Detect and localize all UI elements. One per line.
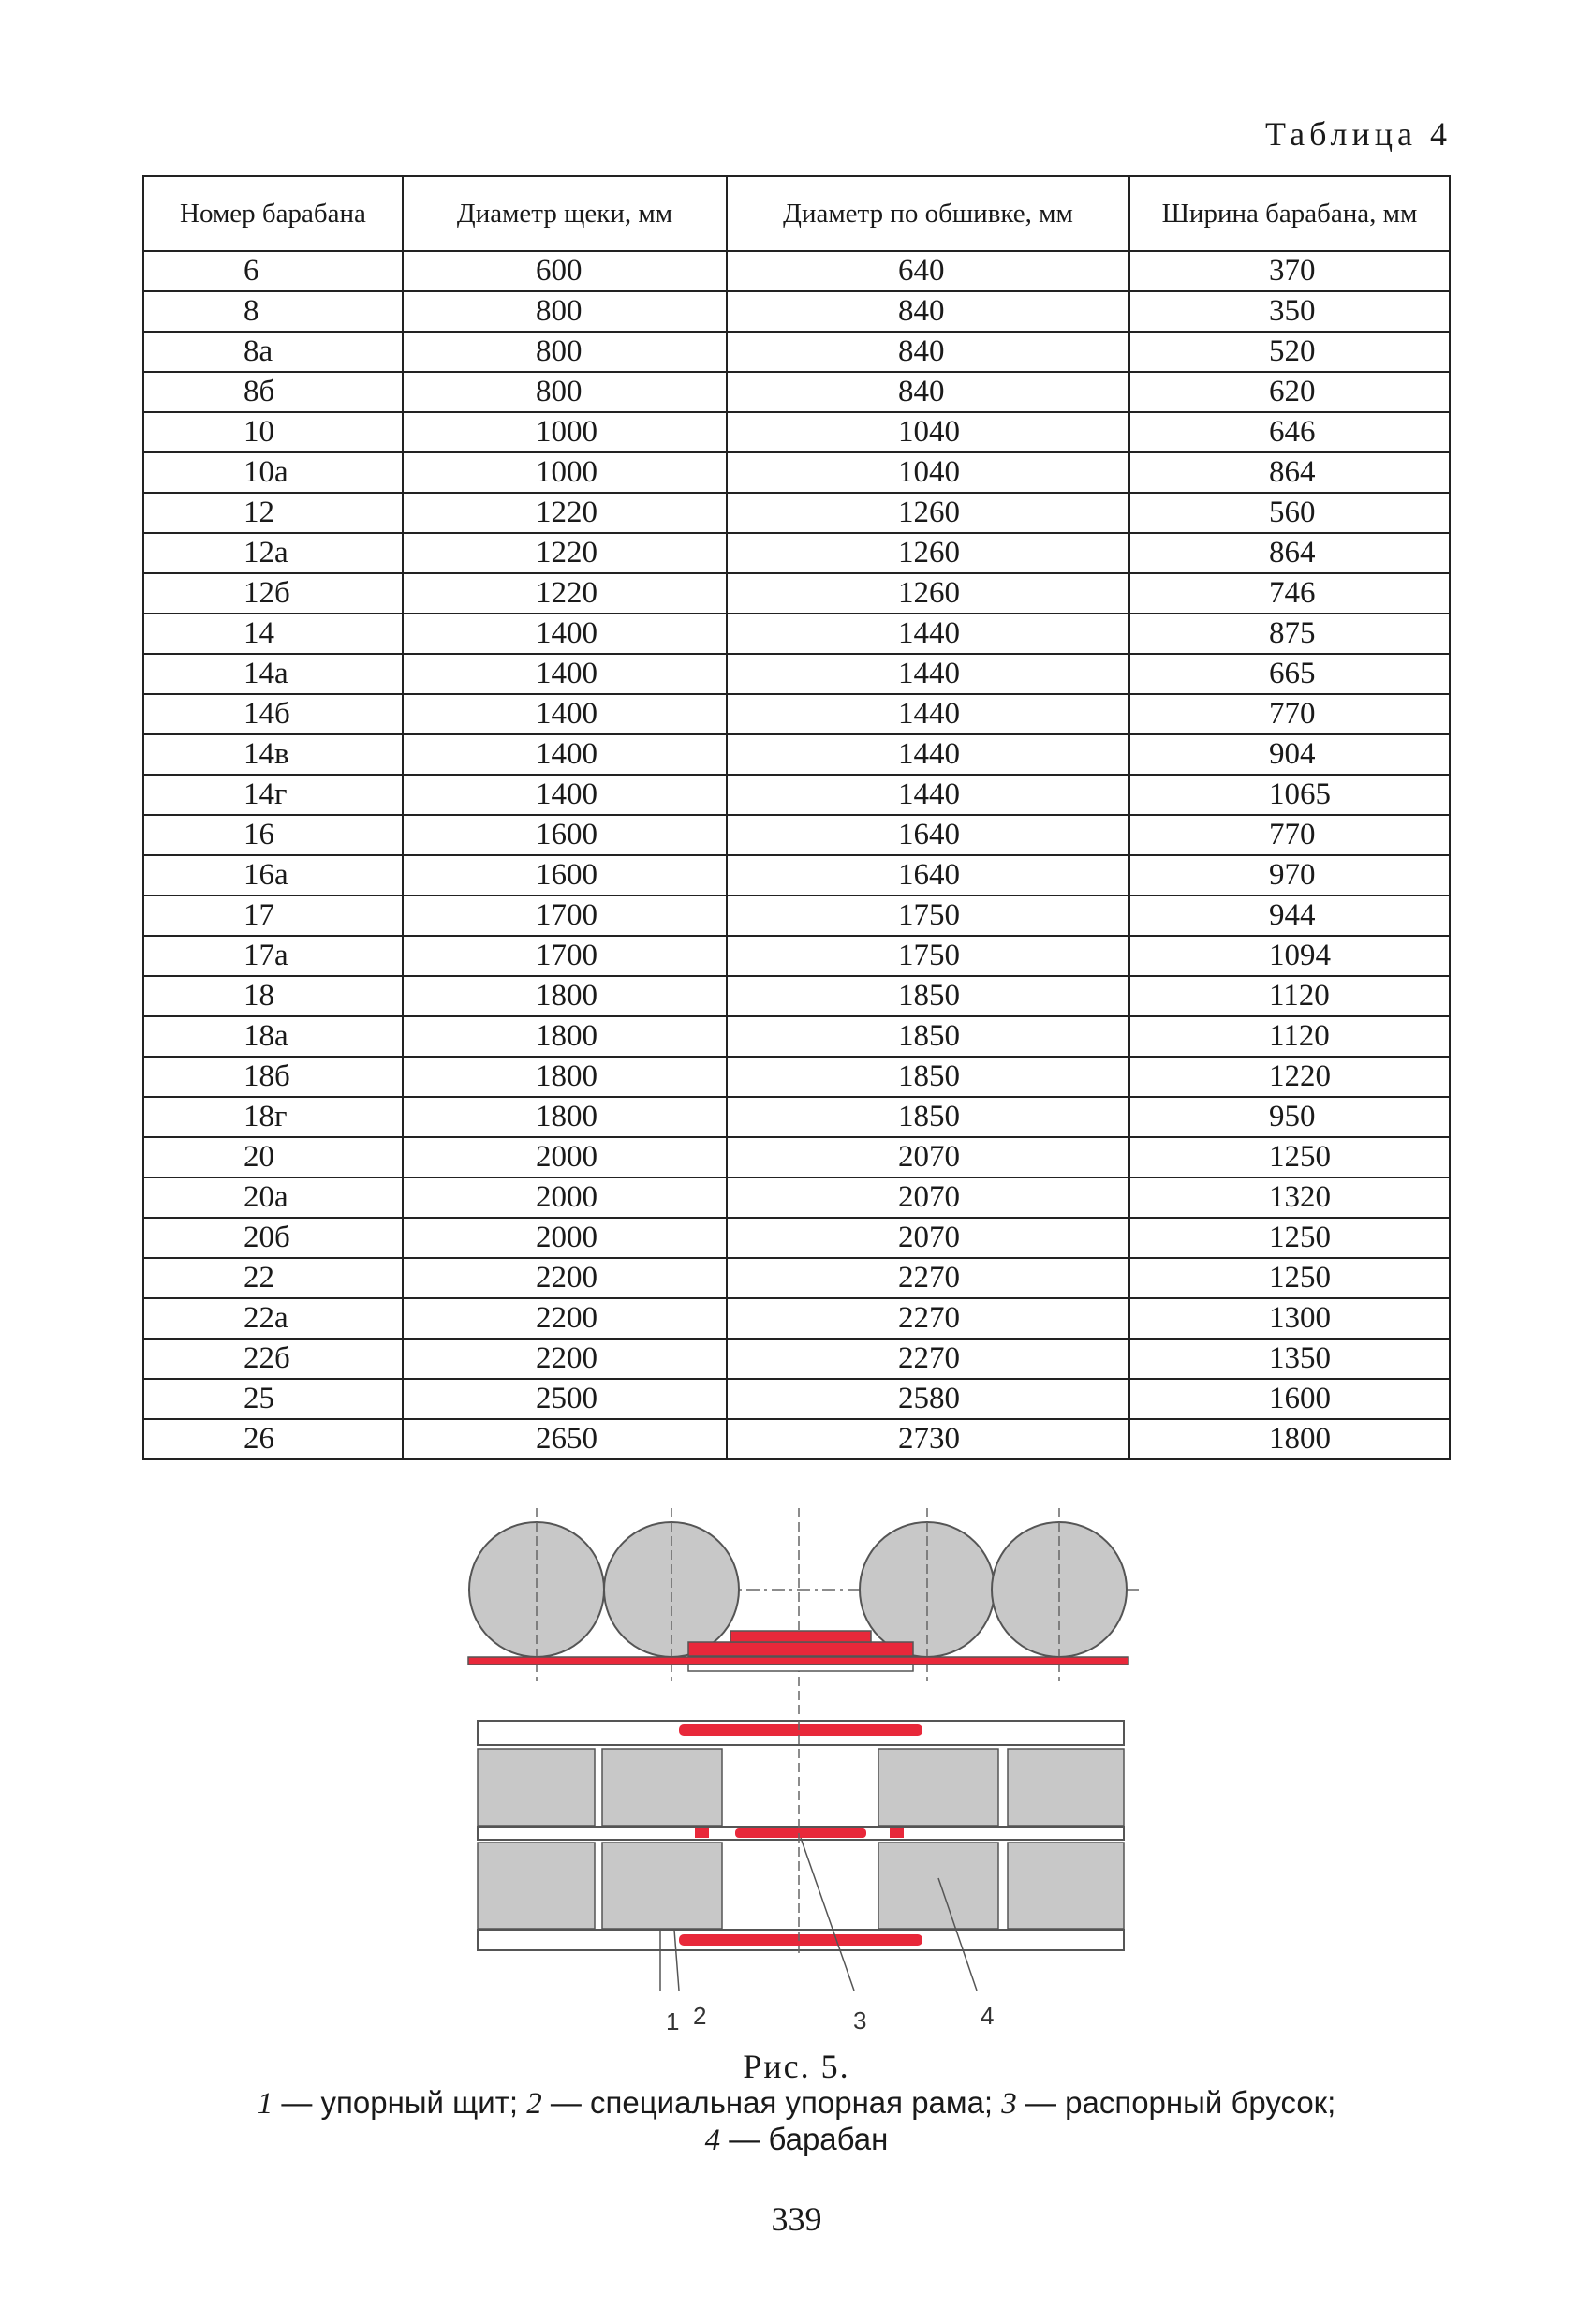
cell-drum-number: 10а	[143, 452, 403, 493]
page-number: 339	[771, 2200, 822, 2238]
figure-legend	[0, 2085, 1593, 2158]
legend-text-2: — специальная упорная рама;	[541, 2085, 1002, 2120]
cell-drum-number: 26	[143, 1419, 403, 1459]
cell-lining-diameter: 1040	[727, 412, 1129, 452]
cell-cheek-diameter: 1800	[403, 1016, 727, 1057]
legend-num-1: 1	[257, 2087, 273, 2121]
cell-cheek-diameter: 2650	[403, 1419, 727, 1459]
table-row	[143, 533, 1450, 573]
header-drum-width: Ширина барабана, мм	[1129, 176, 1450, 251]
cell-lining-diameter: 1850	[727, 976, 1129, 1016]
cell-lining-diameter: 1260	[727, 493, 1129, 533]
drum-dimensions-table	[142, 175, 1451, 1460]
table-row	[143, 332, 1450, 372]
drum-block	[1008, 1843, 1124, 1929]
cell-lining-diameter: 1260	[727, 533, 1129, 573]
cell-drum-width: 1250	[1129, 1137, 1450, 1177]
drum-block	[878, 1843, 998, 1929]
legend-num-3: 3	[1001, 2087, 1017, 2121]
callout-3: 3	[853, 2006, 867, 2035]
cell-lining-diameter: 1440	[727, 775, 1129, 815]
table-row	[143, 412, 1450, 452]
cell-drum-number: 12а	[143, 533, 403, 573]
cell-cheek-diameter: 1700	[403, 896, 727, 936]
table-row	[143, 493, 1450, 533]
cell-drum-width: 970	[1129, 855, 1450, 896]
legend-num-4: 4	[704, 2124, 721, 2157]
table-row	[143, 452, 1450, 493]
cell-lining-diameter: 1440	[727, 654, 1129, 694]
spacer-bar-plan	[735, 1828, 866, 1838]
side-view	[468, 1508, 1143, 1719]
cell-drum-number: 14в	[143, 734, 403, 775]
figure-title: Рис. 5.	[743, 2048, 850, 2085]
cell-drum-number: 18б	[143, 1057, 403, 1097]
table-row	[143, 775, 1450, 815]
cell-cheek-diameter: 800	[403, 372, 727, 412]
cell-lining-diameter: 2270	[727, 1258, 1129, 1298]
table-row	[143, 1016, 1450, 1057]
cell-lining-diameter: 1640	[727, 815, 1129, 855]
table-row	[143, 372, 1450, 412]
cell-drum-number: 14	[143, 614, 403, 654]
cell-lining-diameter: 1850	[727, 1057, 1129, 1097]
cell-drum-number: 8	[143, 291, 403, 332]
table-row	[143, 1379, 1450, 1419]
table-row	[143, 976, 1450, 1016]
cell-drum-width: 746	[1129, 573, 1450, 614]
drum-block	[478, 1749, 595, 1826]
gap-plank	[688, 1665, 913, 1671]
table-row	[143, 291, 1450, 332]
cell-drum-width: 620	[1129, 372, 1450, 412]
cell-drum-width: 864	[1129, 533, 1450, 573]
cell-drum-number: 16а	[143, 855, 403, 896]
plan-view	[478, 1721, 1124, 1991]
cell-drum-width: 1120	[1129, 1016, 1450, 1057]
cell-lining-diameter: 840	[727, 291, 1129, 332]
cell-drum-number: 20б	[143, 1218, 403, 1258]
cell-drum-width: 350	[1129, 291, 1450, 332]
cell-cheek-diameter: 1400	[403, 614, 727, 654]
cell-cheek-diameter: 2000	[403, 1218, 727, 1258]
cell-drum-width: 1120	[1129, 976, 1450, 1016]
cell-cheek-diameter: 2200	[403, 1339, 727, 1379]
cell-cheek-diameter: 2000	[403, 1137, 727, 1177]
cell-drum-number: 14г	[143, 775, 403, 815]
cell-drum-number: 8б	[143, 372, 403, 412]
cell-lining-diameter: 1440	[727, 614, 1129, 654]
table-row	[143, 936, 1450, 976]
cell-cheek-diameter: 1600	[403, 855, 727, 896]
cell-drum-number: 25	[143, 1379, 403, 1419]
cell-drum-width: 646	[1129, 412, 1450, 452]
spacer-bar	[730, 1631, 871, 1642]
cell-drum-number: 20	[143, 1137, 403, 1177]
header-lining-diameter: Диаметр по обшивке, мм	[727, 176, 1129, 251]
table-row	[143, 1419, 1450, 1459]
table-row	[143, 573, 1450, 614]
legend-num-2: 2	[526, 2087, 542, 2121]
header-drum-number: Номер барабана	[143, 176, 403, 251]
cell-cheek-diameter: 1000	[403, 412, 727, 452]
stop-shield	[890, 1828, 904, 1838]
cell-drum-number: 12б	[143, 573, 403, 614]
cell-lining-diameter: 2270	[727, 1339, 1129, 1379]
stop-frame-top	[679, 1724, 922, 1736]
cell-drum-number: 22а	[143, 1298, 403, 1339]
table-row	[143, 694, 1450, 734]
callout-4: 4	[981, 2002, 995, 2030]
cell-drum-width: 950	[1129, 1097, 1450, 1137]
cell-lining-diameter: 2070	[727, 1137, 1129, 1177]
cell-drum-width: 875	[1129, 614, 1450, 654]
cell-cheek-diameter: 1600	[403, 815, 727, 855]
cell-lining-diameter: 1850	[727, 1097, 1129, 1137]
cell-drum-width: 1600	[1129, 1379, 1450, 1419]
cell-drum-width: 770	[1129, 815, 1450, 855]
legend-text-3: — распорный брусок;	[1016, 2085, 1336, 2120]
table-row	[143, 1097, 1450, 1137]
cell-cheek-diameter: 2200	[403, 1298, 727, 1339]
table-row	[143, 1057, 1450, 1097]
cell-cheek-diameter: 1000	[403, 452, 727, 493]
cell-drum-number: 18а	[143, 1016, 403, 1057]
cell-lining-diameter: 1850	[727, 1016, 1129, 1057]
cell-lining-diameter: 1440	[727, 734, 1129, 775]
cell-drum-number: 12	[143, 493, 403, 533]
floor-beam	[468, 1657, 1128, 1665]
callout-leader	[801, 1838, 854, 1991]
drum-block	[602, 1749, 722, 1826]
cell-cheek-diameter: 2200	[403, 1258, 727, 1298]
table-body	[143, 251, 1450, 1459]
cell-cheek-diameter: 600	[403, 251, 727, 291]
legend-text-4: — барабан	[720, 2122, 889, 2156]
drum-block	[602, 1843, 722, 1929]
cell-lining-diameter: 640	[727, 251, 1129, 291]
table-header-row	[143, 176, 1450, 251]
table-row	[143, 1258, 1450, 1298]
cell-cheek-diameter: 1400	[403, 654, 727, 694]
cell-drum-width: 1350	[1129, 1339, 1450, 1379]
cell-lining-diameter: 840	[727, 332, 1129, 372]
cell-drum-width: 1300	[1129, 1298, 1450, 1339]
cell-drum-number: 22	[143, 1258, 403, 1298]
legend-text-1: — упорный щит;	[273, 2085, 527, 2120]
cell-drum-width: 1220	[1129, 1057, 1450, 1097]
cell-cheek-diameter: 1400	[403, 734, 727, 775]
cell-drum-width: 944	[1129, 896, 1450, 936]
table-row	[143, 251, 1450, 291]
cell-drum-width: 665	[1129, 654, 1450, 694]
table-row	[143, 614, 1450, 654]
drum-placement-diagram	[450, 1503, 1152, 2028]
cell-drum-width: 1800	[1129, 1419, 1450, 1459]
cell-cheek-diameter: 1220	[403, 573, 727, 614]
stop-shield	[695, 1828, 709, 1838]
table-row	[143, 896, 1450, 936]
cell-lining-diameter: 1040	[727, 452, 1129, 493]
cell-lining-diameter: 1440	[727, 694, 1129, 734]
cell-lining-diameter: 2580	[727, 1379, 1129, 1419]
cell-lining-diameter: 2070	[727, 1218, 1129, 1258]
cell-drum-width: 1320	[1129, 1177, 1450, 1218]
cell-cheek-diameter: 1220	[403, 533, 727, 573]
stop-frame	[688, 1642, 913, 1656]
table-row	[143, 1177, 1450, 1218]
cell-drum-number: 18	[143, 976, 403, 1016]
cell-lining-diameter: 1750	[727, 896, 1129, 936]
cell-drum-number: 8а	[143, 332, 403, 372]
cell-lining-diameter: 1750	[727, 936, 1129, 976]
drum-block	[878, 1749, 998, 1826]
cell-cheek-diameter: 1800	[403, 1057, 727, 1097]
cell-lining-diameter: 1260	[727, 573, 1129, 614]
cell-drum-width: 1250	[1129, 1258, 1450, 1298]
cell-drum-width: 520	[1129, 332, 1450, 372]
cell-drum-width: 370	[1129, 251, 1450, 291]
cell-drum-width: 1094	[1129, 936, 1450, 976]
cell-drum-number: 17	[143, 896, 403, 936]
drum-block	[1008, 1749, 1124, 1826]
cell-drum-width: 560	[1129, 493, 1450, 533]
cell-cheek-diameter: 1700	[403, 936, 727, 976]
drum-block	[478, 1843, 595, 1929]
cell-drum-width: 1250	[1129, 1218, 1450, 1258]
table-row	[143, 654, 1450, 694]
cell-cheek-diameter: 1400	[403, 694, 727, 734]
cell-drum-number: 20а	[143, 1177, 403, 1218]
stop-frame-bottom	[679, 1934, 922, 1946]
table-row	[143, 1137, 1450, 1177]
cell-cheek-diameter: 2000	[403, 1177, 727, 1218]
cell-lining-diameter: 2070	[727, 1177, 1129, 1218]
cell-drum-number: 14б	[143, 694, 403, 734]
table-caption: Таблица 4	[1265, 115, 1452, 153]
cell-drum-number: 10	[143, 412, 403, 452]
table-row	[143, 815, 1450, 855]
callout-2: 2	[693, 2002, 707, 2030]
table-row	[143, 734, 1450, 775]
cell-cheek-diameter: 800	[403, 291, 727, 332]
figure-5	[450, 1503, 1152, 2035]
cell-cheek-diameter: 1220	[403, 493, 727, 533]
cell-drum-width: 1065	[1129, 775, 1450, 815]
cell-drum-width: 864	[1129, 452, 1450, 493]
table-row	[143, 1339, 1450, 1379]
table-row	[143, 855, 1450, 896]
cell-drum-number: 14а	[143, 654, 403, 694]
cell-lining-diameter: 2730	[727, 1419, 1129, 1459]
cell-drum-number: 6	[143, 251, 403, 291]
cell-cheek-diameter: 800	[403, 332, 727, 372]
cell-drum-width: 904	[1129, 734, 1450, 775]
cell-cheek-diameter: 1400	[403, 775, 727, 815]
header-cheek-diameter: Диаметр щеки, мм	[403, 176, 727, 251]
table-row	[143, 1298, 1450, 1339]
cell-cheek-diameter: 1800	[403, 976, 727, 1016]
cell-lining-diameter: 1640	[727, 855, 1129, 896]
cell-drum-width: 770	[1129, 694, 1450, 734]
cell-lining-diameter: 2270	[727, 1298, 1129, 1339]
cell-lining-diameter: 840	[727, 372, 1129, 412]
cell-cheek-diameter: 1800	[403, 1097, 727, 1137]
cell-drum-number: 22б	[143, 1339, 403, 1379]
table-row	[143, 1218, 1450, 1258]
cell-drum-number: 18г	[143, 1097, 403, 1137]
cell-drum-number: 17а	[143, 936, 403, 976]
callout-1: 1	[666, 2007, 680, 2035]
cell-drum-number: 16	[143, 815, 403, 855]
cell-cheek-diameter: 2500	[403, 1379, 727, 1419]
